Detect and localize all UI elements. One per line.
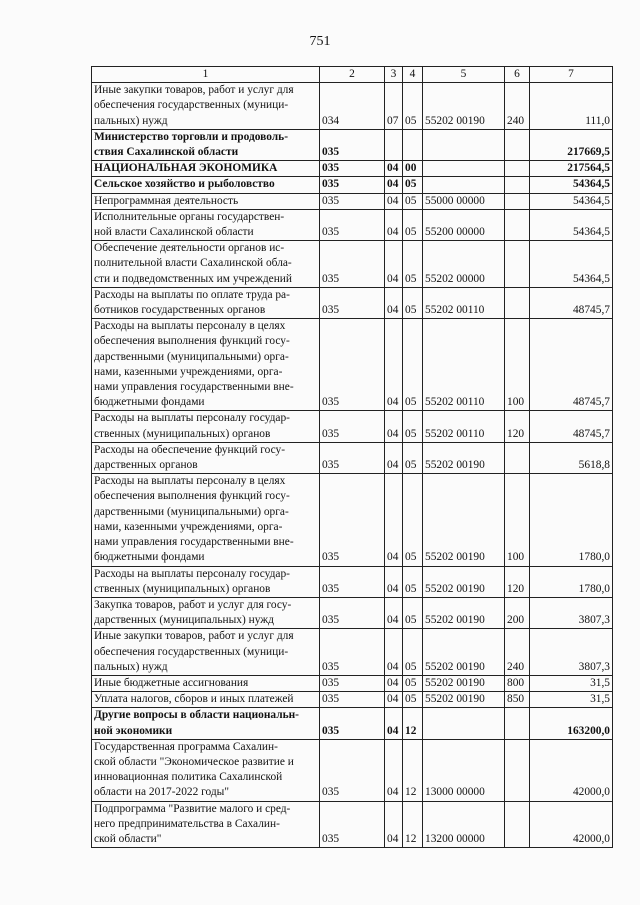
target-article-code xyxy=(423,161,505,177)
amount: 1780,0 xyxy=(530,566,613,597)
subsection-code: 12 xyxy=(403,739,423,801)
amount: 54364,5 xyxy=(530,209,613,240)
row-name-line: НАЦИОНАЛЬНАЯ ЭКОНОМИКА xyxy=(94,162,278,175)
budget-table xyxy=(91,66,613,848)
target-article-code: 55202 00110 xyxy=(423,411,505,442)
header-row xyxy=(92,67,613,83)
row-name-line: сти и подведомственных им учреждений xyxy=(94,272,293,285)
row-name xyxy=(92,241,320,288)
header-col-5: 5 xyxy=(423,67,505,83)
row-name xyxy=(92,739,320,801)
table-row xyxy=(92,566,613,597)
section-code: 04 xyxy=(385,597,403,628)
row-name-line: Иные закупки товаров, работ и услуг для xyxy=(94,84,294,97)
ministry-code: 035 xyxy=(320,597,385,628)
subsection-code: 05 xyxy=(403,83,423,130)
target-article-code xyxy=(423,708,505,739)
amount: 31,5 xyxy=(530,675,613,691)
amount: 163200,0 xyxy=(530,708,613,739)
row-name xyxy=(92,83,320,130)
expense-type-code: 240 xyxy=(505,629,530,676)
subsection-code: 05 xyxy=(403,319,423,411)
row-name xyxy=(92,319,320,411)
target-article-code: 55202 00000 xyxy=(423,241,505,288)
table-row xyxy=(92,129,613,160)
header-col-6: 6 xyxy=(505,67,530,83)
row-name-line: Расходы на выплаты персоналу в целях xyxy=(94,475,286,488)
target-article-code: 55000 00000 xyxy=(423,193,505,209)
subsection-code: 05 xyxy=(403,442,423,473)
section-code xyxy=(385,129,403,160)
row-name-line: Другие вопросы в области национальн- xyxy=(94,709,299,722)
amount: 48745,7 xyxy=(530,319,613,411)
section-code: 04 xyxy=(385,319,403,411)
table-row xyxy=(92,209,613,240)
amount: 5618,8 xyxy=(530,442,613,473)
row-name-line: ственных (муниципальных) органов xyxy=(94,427,271,440)
subsection-code: 05 xyxy=(403,597,423,628)
table-row xyxy=(92,739,613,801)
subsection-code: 05 xyxy=(403,629,423,676)
ministry-code: 035 xyxy=(320,566,385,597)
subsection-code: 12 xyxy=(403,708,423,739)
table-row xyxy=(92,411,613,442)
row-name-line: обеспечения выполнения функций госу- xyxy=(94,335,290,348)
amount: 54364,5 xyxy=(530,241,613,288)
row-name-line: ной власти Сахалинской области xyxy=(94,226,254,239)
table-row xyxy=(92,801,613,848)
ministry-code: 035 xyxy=(320,675,385,691)
row-name-line: дарственными (муниципальными) орга- xyxy=(94,350,289,363)
row-name-line: ской области "Экономическое развитие и xyxy=(94,755,294,768)
row-name xyxy=(92,411,320,442)
section-code: 04 xyxy=(385,474,403,566)
row-name-line: ственных (муниципальных) органов xyxy=(94,582,271,595)
expense-type-code xyxy=(505,161,530,177)
target-article-code: 55202 00190 xyxy=(423,474,505,566)
expense-type-code: 200 xyxy=(505,597,530,628)
subsection-code: 05 xyxy=(403,474,423,566)
amount: 54364,5 xyxy=(530,193,613,209)
ministry-code: 035 xyxy=(320,287,385,318)
ministry-code: 035 xyxy=(320,708,385,739)
target-article-code: 55202 00190 xyxy=(423,597,505,628)
table-row xyxy=(92,442,613,473)
table-row xyxy=(92,675,613,691)
subsection-code: 05 xyxy=(403,209,423,240)
row-name-line: Закупка товаров, работ и услуг для госу- xyxy=(94,598,292,611)
header-col-7: 7 xyxy=(530,67,613,83)
subsection-code: 05 xyxy=(403,193,423,209)
row-name-line: нами управления государственными вне- xyxy=(94,536,294,549)
amount: 217669,5 xyxy=(530,129,613,160)
ministry-code: 035 xyxy=(320,129,385,160)
target-article-code: 55202 00110 xyxy=(423,319,505,411)
target-article-code: 55202 00190 xyxy=(423,566,505,597)
ministry-code: 035 xyxy=(320,241,385,288)
row-name-line: ной экономики xyxy=(94,724,173,737)
expense-type-code: 240 xyxy=(505,83,530,130)
expense-type-code xyxy=(505,209,530,240)
section-code: 04 xyxy=(385,801,403,848)
row-name-line: бюджетными фондами xyxy=(94,396,205,409)
ministry-code: 035 xyxy=(320,801,385,848)
row-name xyxy=(92,287,320,318)
table-row xyxy=(92,83,613,130)
header-col-2: 2 xyxy=(320,67,385,83)
section-code: 04 xyxy=(385,739,403,801)
row-name xyxy=(92,597,320,628)
ministry-code: 035 xyxy=(320,442,385,473)
row-name-line: ской области" xyxy=(94,832,162,845)
subsection-code xyxy=(403,129,423,160)
table-row xyxy=(92,319,613,411)
section-code: 04 xyxy=(385,287,403,318)
amount: 42000,0 xyxy=(530,739,613,801)
section-code: 04 xyxy=(385,209,403,240)
table-row xyxy=(92,474,613,566)
amount: 42000,0 xyxy=(530,801,613,848)
amount: 1780,0 xyxy=(530,474,613,566)
section-code: 07 xyxy=(385,83,403,130)
target-article-code: 55202 00190 xyxy=(423,83,505,130)
expense-type-code: 120 xyxy=(505,566,530,597)
table-row xyxy=(92,629,613,676)
amount: 54364,5 xyxy=(530,177,613,193)
row-name-line: нами, казенными учреждениями, орга- xyxy=(94,365,283,378)
target-article-code: 13000 00000 xyxy=(423,739,505,801)
expense-type-code xyxy=(505,442,530,473)
row-name-line: Расходы на выплаты персоналу в целях xyxy=(94,320,286,333)
expense-type-code xyxy=(505,129,530,160)
amount: 31,5 xyxy=(530,692,613,708)
expense-type-code: 800 xyxy=(505,675,530,691)
section-code: 04 xyxy=(385,629,403,676)
row-name-line: Сельское хозяйство и рыболовство xyxy=(94,178,275,191)
ministry-code: 035 xyxy=(320,692,385,708)
row-name xyxy=(92,177,320,193)
expense-type-code xyxy=(505,708,530,739)
table-row xyxy=(92,161,613,177)
row-name-line: бюджетными фондами xyxy=(94,551,205,564)
row-name-line: Министерство торговли и продоволь- xyxy=(94,130,289,143)
table-row xyxy=(92,692,613,708)
row-name xyxy=(92,129,320,160)
table-row xyxy=(92,287,613,318)
ministry-code: 035 xyxy=(320,319,385,411)
amount: 3807,3 xyxy=(530,597,613,628)
row-name-line: дарственных органов xyxy=(94,459,198,472)
ministry-code: 035 xyxy=(320,209,385,240)
target-article-code: 55202 00190 xyxy=(423,692,505,708)
row-name-line: Обеспечение деятельности органов ис- xyxy=(94,242,285,255)
row-name-line: области на 2017-2022 годы" xyxy=(94,786,229,799)
amount: 217564,5 xyxy=(530,161,613,177)
row-name-line: дарственных (муниципальных) нужд xyxy=(94,614,274,627)
section-code: 04 xyxy=(385,566,403,597)
row-name xyxy=(92,692,320,708)
table-row xyxy=(92,193,613,209)
subsection-code: 05 xyxy=(403,287,423,318)
amount: 3807,3 xyxy=(530,629,613,676)
row-name xyxy=(92,675,320,691)
expense-type-code xyxy=(505,241,530,288)
row-name-line: ствия Сахалинской области xyxy=(94,146,239,159)
row-name xyxy=(92,629,320,676)
row-name-line: обеспечения государственных (муници- xyxy=(94,645,289,658)
ministry-code: 035 xyxy=(320,177,385,193)
page-number: 751 xyxy=(309,34,331,49)
section-code: 04 xyxy=(385,161,403,177)
table-row xyxy=(92,177,613,193)
ministry-code: 035 xyxy=(320,629,385,676)
subsection-code: 05 xyxy=(403,241,423,288)
header-col-1: 1 xyxy=(92,67,320,83)
target-article-code: 13200 00000 xyxy=(423,801,505,848)
row-name-line: ботников государственных органов xyxy=(94,304,266,317)
subsection-code: 05 xyxy=(403,177,423,193)
subsection-code: 05 xyxy=(403,692,423,708)
expense-type-code xyxy=(505,801,530,848)
ministry-code: 035 xyxy=(320,193,385,209)
section-code: 04 xyxy=(385,708,403,739)
target-article-code: 55202 00190 xyxy=(423,629,505,676)
table-row xyxy=(92,597,613,628)
amount: 111,0 xyxy=(530,83,613,130)
row-name-line: обеспечения государственных (муници- xyxy=(94,99,289,112)
header-col-3: 3 xyxy=(385,67,403,83)
target-article-code xyxy=(423,129,505,160)
target-article-code: 55202 00110 xyxy=(423,287,505,318)
row-name-line: пальных) нужд xyxy=(94,660,168,673)
ministry-code: 035 xyxy=(320,411,385,442)
row-name xyxy=(92,566,320,597)
ministry-code: 034 xyxy=(320,83,385,130)
subsection-code: 00 xyxy=(403,161,423,177)
row-name-line: инновационная политика Сахалинской xyxy=(94,771,283,784)
row-name-line: обеспечения выполнения функций госу- xyxy=(94,490,290,503)
expense-type-code: 100 xyxy=(505,474,530,566)
row-name xyxy=(92,209,320,240)
expense-type-code xyxy=(505,739,530,801)
section-code: 04 xyxy=(385,411,403,442)
table-row xyxy=(92,241,613,288)
row-name-line: Уплата налогов, сборов и иных платежей xyxy=(94,693,294,706)
row-name xyxy=(92,161,320,177)
subsection-code: 05 xyxy=(403,411,423,442)
ministry-code: 035 xyxy=(320,474,385,566)
row-name-line: полнительной власти Сахалинской обла- xyxy=(94,257,292,270)
section-code: 04 xyxy=(385,442,403,473)
expense-type-code: 850 xyxy=(505,692,530,708)
row-name-line: Непрограммная деятельность xyxy=(94,194,239,207)
row-name-line: дарственными (муниципальными) орга- xyxy=(94,505,289,518)
expense-type-code xyxy=(505,193,530,209)
subsection-code: 05 xyxy=(403,675,423,691)
amount: 48745,7 xyxy=(530,287,613,318)
row-name-line: Расходы на выплаты персоналу государ- xyxy=(94,412,290,425)
section-code: 04 xyxy=(385,241,403,288)
row-name-line: Расходы на обеспечение функций госу- xyxy=(94,443,286,456)
header-col-4: 4 xyxy=(403,67,423,83)
expense-type-code: 100 xyxy=(505,319,530,411)
row-name-line: пальных) нужд xyxy=(94,114,168,127)
target-article-code xyxy=(423,177,505,193)
row-name-line: нами, казенными учреждениями, орга- xyxy=(94,520,283,533)
ministry-code: 035 xyxy=(320,161,385,177)
row-name xyxy=(92,442,320,473)
expense-type-code xyxy=(505,177,530,193)
target-article-code: 55202 00190 xyxy=(423,675,505,691)
section-code: 04 xyxy=(385,177,403,193)
section-code: 04 xyxy=(385,675,403,691)
row-name xyxy=(92,708,320,739)
row-name-line: Подпрограмма "Развитие малого и сред- xyxy=(94,802,291,815)
row-name-line: Иные бюджетные ассигнования xyxy=(94,676,249,689)
row-name-line: Расходы на выплаты по оплате труда ра- xyxy=(94,288,290,301)
expense-type-code xyxy=(505,287,530,318)
row-name xyxy=(92,801,320,848)
row-name xyxy=(92,474,320,566)
target-article-code: 55202 00190 xyxy=(423,442,505,473)
row-name-line: Исполнительные органы государствен- xyxy=(94,210,285,223)
row-name-line: нами управления государственными вне- xyxy=(94,381,294,394)
expense-type-code: 120 xyxy=(505,411,530,442)
ministry-code: 035 xyxy=(320,739,385,801)
row-name-line: него предпринимательства в Сахалин- xyxy=(94,817,280,830)
table-row xyxy=(92,708,613,739)
target-article-code: 55200 00000 xyxy=(423,209,505,240)
section-code: 04 xyxy=(385,692,403,708)
subsection-code: 12 xyxy=(403,801,423,848)
subsection-code: 05 xyxy=(403,566,423,597)
row-name xyxy=(92,193,320,209)
row-name-line: Иные закупки товаров, работ и услуг для xyxy=(94,630,294,643)
section-code: 04 xyxy=(385,193,403,209)
row-name-line: Государственная программа Сахалин- xyxy=(94,740,278,753)
row-name-line: Расходы на выплаты персоналу государ- xyxy=(94,567,290,580)
amount: 48745,7 xyxy=(530,411,613,442)
